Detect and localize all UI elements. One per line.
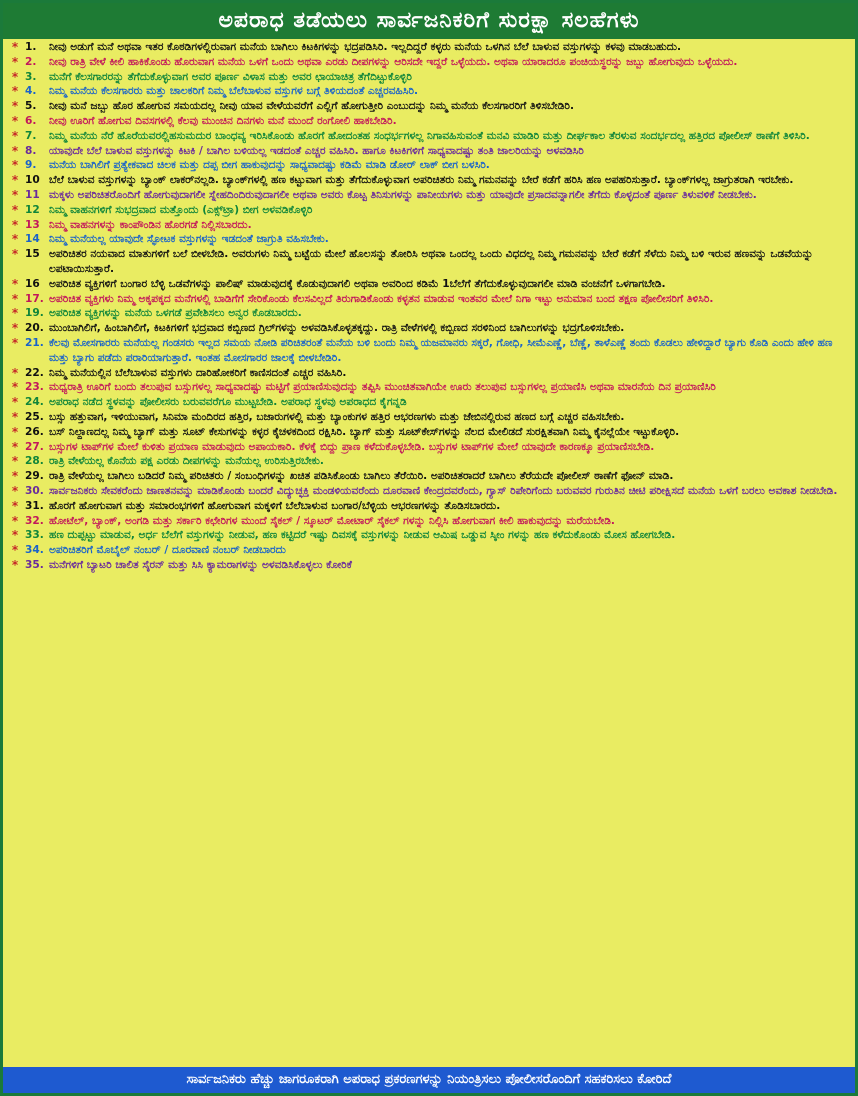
tip-number: 28.	[25, 455, 44, 468]
tip-text: ಹೊರಗೆ ಹೋಗುವಾಗ ಮತ್ತು ಸಮಾರಂಭಗಳಿಗೆ ಹೋಗುವಾಗ ಮಕ್ಕಳಿಗೆ ಬೆಲೆಬಾಳುವ ಬಂಗಾರ/ಬೆಳ್ಳಿಯ ಆಭರಣಗಳನ್ನು ತೊಡಿಸಬಾರದು.	[49, 499, 501, 512]
tip-text: ಕೆಲವು ಮೋಸಗಾರರು ಮನೆಯಲ್ಲ ಗಂಡಸರು ಇಲ್ಲದ ಸಮಯ ನೋಡಿ ಪರಿಚಿತರಂತೆ ಮನೆಯ ಬಳಿ ಬಂದು ನಿಮ್ಮ ಯಜಮಾನರು ಸಕ್ಕರೆ, ಗೋಧಿ, ಸೀಮೆಎಣ್ಣೆ, ಬೆಣ್ಣೆ, ತಾಳೆಎಣ್ಣೆ ತಂದು ಕೊಡಲು ಹೇಳಿದ್ದಾರೆ ಬ್ಯಾಗು ಕೊಡಿ ಎಂದು ಹೇಳಿ ಹಣ ಮತ್ತು ಬ್ಯಾಗು ಪಡೆದು ಪರಾರಿಯಾಗುತ್ತಾರೆ. ಇಂತಹ ಮೋಸಗಾರರ ಜಾಲಕ್ಕೆ ಬೀಳಬೇಡಿರಿ.	[49, 336, 833, 364]
tip-item	[9, 247, 849, 277]
tip-text: ಮನೆಗಳಿಗೆ ಬ್ಯಾಟರಿ ಚಾಲಿತ ಸೈರನ್ ಮತ್ತು ಸಿಸಿ ಕ್ಯಾಮರಾಗಳನ್ನು ಅಳವಡಿಸಿಕೊಳ್ಳಲು ಕೋರಿಕೆ	[49, 558, 352, 571]
tip-number: 22.	[25, 366, 44, 379]
bullet-star-icon: *	[11, 409, 19, 424]
bullet-star-icon: *	[11, 232, 19, 247]
bullet-star-icon: *	[11, 40, 19, 54]
tip-item	[9, 543, 849, 558]
tip-number: 8.	[25, 144, 37, 157]
tip-item	[9, 188, 849, 203]
bullet-star-icon: *	[11, 291, 19, 306]
tip-item	[9, 321, 849, 336]
page-title: ಅಪರಾಧ ತಡೆಯಲು ಸಾರ್ವಜನಿಕರಿಗೆ ಸುರಕ್ಷಾ ಸಲಹೆಗಳು	[3, 3, 855, 39]
tip-number: 5.	[25, 100, 37, 113]
tip-number: 24.	[25, 396, 44, 409]
footer-note: ಸಾರ್ವಜನಿಕರು ಹೆಚ್ಚು ಜಾಗರೂಕರಾಗಿ ಅಪರಾಧ ಪ್ರಕರಣಗಳನ್ನು ನಿಯಂತ್ರಿಸಲು ಪೋಲೀಸರೊಂದಿಗೆ ಸಹಕರಿಸಲು ಕೋರಿದೆ	[3, 1067, 855, 1093]
tip-number: 25.	[25, 410, 44, 423]
tip-number: 35.	[25, 558, 44, 571]
tip-text: ನೀವು ಊರಿಗೆ ಹೋಗುವ ದಿವಸಗಳಲ್ಲಿ ಕೆಲವು ಮುಂಚಿನ ದಿನಗಳು ಮನೆ ಮುಂದೆ ರಂಗೋಲಿ ಹಾಕಬೇಡಿರಿ.	[49, 114, 397, 127]
tip-number: 10	[25, 174, 40, 187]
tip-item	[9, 277, 849, 292]
bullet-star-icon: *	[11, 498, 19, 513]
tip-number: 2.	[25, 55, 37, 68]
tip-number: 12	[25, 203, 40, 216]
tip-number: 3.	[25, 70, 37, 83]
tip-number: 7.	[25, 129, 37, 142]
tip-item	[9, 454, 849, 469]
tip-item	[9, 410, 849, 425]
tip-item	[9, 425, 849, 440]
tip-item	[9, 55, 849, 70]
bullet-star-icon: *	[11, 454, 19, 469]
bullet-star-icon: *	[11, 424, 19, 439]
tip-number: 33.	[25, 529, 44, 542]
tip-text: ಅಪರಿಚಿತ ವ್ಯಕ್ತಿಗಳನ್ನು ಮನೆಯ ಒಳಗಡೆ ಪ್ರವೇಶಿಸಲು ಅನ್ವರ ಕೊಡಬಾರದು.	[49, 307, 302, 320]
tip-item	[9, 558, 849, 573]
tip-text: ಮನೆಯ ಬಾಗಿಲಿಗೆ ಪ್ರತ್ಯೇಕವಾದ ಚಿಲಕ ಮತ್ತು ದಪ್ಪ ಬೀಗ ಹಾಕುವುದನ್ನು ಸಾಧ್ಯವಾದಷ್ಟು ಕಡಿಮೆ ಮಾಡಿ ಡೋರ್ ಲಾಕ್ ಬೀಗ ಬಳಸಿರಿ.	[49, 159, 490, 172]
tip-item	[9, 499, 849, 514]
tip-item	[9, 218, 849, 233]
tip-number: 13	[25, 218, 40, 231]
bullet-star-icon: *	[11, 128, 19, 143]
tip-number: 31.	[25, 499, 44, 512]
bullet-star-icon: *	[11, 395, 19, 410]
tip-item	[9, 395, 849, 410]
tip-text: ನಿಮ್ಮ ಮನೆಯಲ್ಲ ಯಾವುದೇ ಸ್ಫೋಟಕ ವಸ್ತುಗಳನ್ನು ಇಡದಂತೆ ಜಾಗ್ರುತಿ ವಹಿಸಬೇಕು.	[49, 233, 329, 246]
tip-text: ಅಪರಾಧ ನಡೆದ ಸ್ಥಳವನ್ನು ಪೋಲೀಸರು ಬರುವವರೆಗೂ ಮುಟ್ಟಬೇಡಿ. ಅಪರಾಧ ಸ್ಥಳವು ಅಪರಾಧದ ಕೈಗನ್ನಡಿ	[49, 396, 407, 409]
bullet-star-icon: *	[11, 276, 19, 291]
tip-text: ಮುಂಬಾಗಿಲಿಗೆ, ಹಿಂಬಾಗಿಲಿಗೆ, ಕಿಟಕಿಗಳಿಗೆ ಭದ್ರವಾದ ಕಬ್ಬಿಣದ ಗ್ರಿಲ್‌ಗಳನ್ನು ಅಳವಡಿಸಿಕೊಳ್ಳತಕ್ಕದ್ದು. ರಾತ್ರಿ ವೇಳೆಗಳಲ್ಲಿ ಕಬ್ಬಿಣದ ಸರಳಿನಿಂದ ಬಾಗಿಲುಗಳನ್ನು ಭದ್ರಗೊಳಿಸಬೇಕು.	[49, 322, 625, 335]
tip-text: ನೀವು ಅಡುಗೆ ಮನೆ ಅಥವಾ ಇತರ ಕೊಠಡಿಗಳಲ್ಲಿರುವಾಗ ಮನೆಯ ಬಾಗಿಲು ಕಿಟಕಿಗಳನ್ನು ಭದ್ರಪಡಿಸಿರಿ. ಇಲ್ಲದಿದ್ದರೆ ಕಳ್ಳರು ಮನೆಯ ಒಳಗಿನ ಬೆಲೆ ಬಾಳುವ ವಸ್ತುಗಳನ್ನು ಕಳವು ಮಾಡಬಹುದು.	[49, 41, 682, 53]
tip-item	[9, 203, 849, 218]
tip-number: 20.	[25, 322, 44, 335]
tip-item	[9, 129, 849, 144]
tip-number: 19.	[25, 307, 44, 320]
bullet-star-icon: *	[11, 513, 19, 528]
bullet-star-icon: *	[11, 202, 19, 217]
bullet-star-icon: *	[11, 217, 19, 232]
tip-number: 17.	[25, 292, 44, 305]
tip-text: ಬಸ್ ನಿಲ್ದಾಣದಲ್ಲ ನಿಮ್ಮ ಬ್ಯಾಗ್ ಮತ್ತು ಸೂಟ್ ಕೇಸುಗಳನ್ನು ಕಳ್ಳರ ಕೈಚಳಕದಿಂದ ರಕ್ಷಿಸಿರಿ. ಬ್ಯಾಗ್ ಮತ್ತು ಸೂಟ್‌ಕೇಸ್‌ಗಳನ್ನು ನೆಲದ ಮೇಲಿಡದೆ ಸುರಕ್ಷಿತವಾಗಿ ನಿಮ್ಮ ಕೈನಲ್ಲೆಯೇ ಇಟ್ಟುಕೊಳ್ಳಿರಿ.	[49, 425, 680, 438]
tip-text: ನಿಮ್ಮ ಮನೆಯ ಕೆಲಸಗಾರರು ಮತ್ತು ಚಾಲಕರಿಗೆ ನಿಮ್ಮ ಬೆಲೆಬಾಳುವ ವಸ್ತುಗಳ ಬಗ್ಗೆ ತಿಳಿಯದಂತೆ ಎಚ್ಚರವಹಿಸಿರಿ.	[49, 85, 419, 98]
bullet-star-icon: *	[11, 469, 19, 484]
tip-number: 30.	[25, 484, 44, 497]
tips-list	[9, 40, 849, 1070]
tip-number: 29.	[25, 470, 44, 483]
tip-text: ರಾತ್ರಿ ವೇಳೆಯಲ್ಲ ಬಾಗಿಲು ಬಡಿದರೆ ನಿಮ್ಮ ಪರಿಚಿತರು / ಸಂಬಂಧಿಗಳನ್ನು ಖಚಿತ ಪಡಿಸಿಕೊಂಡು ಬಾಗಿಲು ತೆರೆಯಿರಿ. ಅಪರಿಚಿತರಾದರೆ ಬಾಗಿಲು ತೆರೆಯದೇ ಪೋಲೀಸ್ ಠಾಣೆಗೆ ಫೋನ್ ಮಾಡಿ.	[49, 470, 674, 483]
tip-number: 34.	[25, 544, 44, 557]
tip-text: ರಾತ್ರಿ ವೇಳೆಯಲ್ಲ ಕೊನೆಯ ಪಕ್ಷ ಎರಡು ದೀಪಗಳನ್ನು ಮನೆಯಲ್ಲ ಉರಿಸುತ್ತಿರಬೇಕು.	[49, 455, 324, 468]
tip-text: ಬೆಲೆ ಬಾಳುವ ವಸ್ತುಗಳನ್ನು ಬ್ಯಾಂಕ್ ಲಾಕರ್‌ನಲ್ಲಡಿ. ಬ್ಯಾಂಕ್‌ಗಳಲ್ಲಿ ಹಣ ಕಟ್ಟುವಾಗ ಮತ್ತು ತೆಗೆದುಕೊಳ್ಳುವಾಗ ಅಪರಿಚಿತರು ನಿಮ್ಮ ಗಮನವನ್ನು ಬೇರೆ ಕಡೆಗೆ ಹರಿಸಿ ಹಣ ಅಪಹರಿಸುತ್ತಾರೆ. ಬ್ಯಾಂಕ್‌ಗಳಲ್ಲ ಜಾಗ್ರುತರಾಗಿ ಇರಬೇಕು.	[49, 174, 794, 187]
tip-text: ಅಪರಿಚಿತ ವ್ಯಕ್ತಿಗಳಿಗೆ ಬಂಗಾರ ಬೆಳ್ಳಿ ಒಡವೆಗಳನ್ನು ಪಾಲಿಷ್ ಮಾಡುವುದಕ್ಕೆ ಕೊಡುವುದಾಗಲಿ ಅಥವಾ ಅವರಿಂದ ಕಡಿಮೆ 1ಬೆಲೆಗೆ ತೆಗೆದುಕೊಳ್ಳುವುದಾಗಲೀ ಮಾಡಿ ವಂಚನೆಗೆ ಒಳಗಾಗಬೇಡಿ.	[49, 277, 666, 290]
tip-item	[9, 70, 849, 85]
bullet-star-icon: *	[11, 365, 19, 380]
bullet-star-icon: *	[11, 99, 19, 114]
tip-item	[9, 232, 849, 247]
tip-item	[9, 173, 849, 188]
tip-text: ನಿಮ್ಮ ವಾಹನಗಳನ್ನು ಕಾಂಪೌಂಡಿನ ಹೊರಗಡೆ ನಿಲ್ಲಿಸಬಾರದು.	[49, 218, 252, 231]
tip-number: 15	[25, 248, 40, 261]
tip-item	[9, 380, 849, 395]
tip-text: ಹಣ ದುಪ್ಪಟ್ಟು ಮಾಡುವ, ಅರ್ಧ ಬೆಲೆಗೆ ವಸ್ತುಗಳನ್ನು ನೀಡುವ, ಹಣ ಕಟ್ಟಿದರೆ ಇಷ್ಟು ದಿವಸಕ್ಕೆ ವಸ್ತುಗಳನ್ನು ನೀಡುವ ಆಮಿಷ ಒಡ್ಡುವ ಸ್ಕೀಂ ಗಳನ್ನು ಹಣ ಕಳೆದುಕೊಂಡು ಮೋಸ ಹೋಗಬೇಡಿ.	[49, 529, 676, 542]
tip-text: ಅಪರಿಚಿತ ವ್ಯಕ್ತಿಗಳು ನಿಮ್ಮ ಅಕ್ಕಪಕ್ಕದ ಮನೆಗಳಲ್ಲಿ ಬಾಡಿಗೆಗೆ ಸೇರಿಕೊಂಡು ಕೆಲಸವಿಲ್ಲದೆ ತಿರುಗಾಡಿಕೊಂಡು ಕಳ್ಳತನ ಮಾಡುವ ಇಂತವರ ಮೇಲೆ ನಿಗಾ ಇಟ್ಟು ಅನುಮಾನ ಬಂದ ತಕ್ಷಣ ಪೋಲೀಸರಿಗೆ ತಿಳಿಸಿರಿ.	[49, 292, 714, 305]
bullet-star-icon: *	[11, 84, 19, 99]
tip-text: ಮಧ್ಯರಾತ್ರಿ ಊರಿಗೆ ಬಂದು ತಲುಪುವ ಬಸ್ಸುಗಳಲ್ಲ ಸಾಧ್ಯವಾದಷ್ಟು ಮಟ್ಟಿಗೆ ಪ್ರಯಾಣಿಸುವುದನ್ನು ತಪ್ಪಿಸಿ ಮುಂಚಿತವಾಗಿಯೇ ಊರು ತಲುಪುವ ಬಸ್ಸುಗಳಲ್ಲ ಪ್ರಯಾಣಿಸಿ ಅಥವಾ ಮಾರನೆಯ ದಿನ ಪ್ರಯಾಣಿಸಿರಿ	[49, 381, 716, 394]
bullet-star-icon: *	[11, 143, 19, 158]
tip-item	[9, 484, 849, 499]
tip-number: 1.	[25, 41, 37, 53]
bullet-star-icon: *	[11, 158, 19, 173]
bullet-star-icon: *	[11, 113, 19, 128]
tip-item	[9, 114, 849, 129]
bullet-star-icon: *	[11, 483, 19, 498]
tip-number: 26.	[25, 425, 44, 438]
tip-item	[9, 158, 849, 173]
tip-text: ನೀವು ರಾತ್ರಿ ವೇಳೆ ಕೀಲಿ ಹಾಕಿಕೊಂಡು ಹೊರುವಾಗ ಮನೆಯ ಒಳಗೆ ಒಂದು ಅಥವಾ ಎರಡು ದೀಪಗಳನ್ನು ಆರಿಸದೇ ಇದ್ದರೆ ಒಳ್ಳೆಯದು. ಅಥವಾ ಯಾರಾದರೂ ಪಂಚಿಯಸ್ಥರನ್ನು ಜಬ್ಬು ಹೋಗುವುದು ಒಳ್ಳೆಯದು.	[49, 55, 738, 68]
tip-item	[9, 292, 849, 307]
tip-number: 27.	[25, 440, 44, 453]
bullet-star-icon: *	[11, 380, 19, 395]
bullet-star-icon: *	[11, 321, 19, 336]
tip-text: ನಿಮ್ಮ ಮನೆಯ ನೆರೆ ಹೊರೆಯವರಲ್ಲಿಹಸುಮದುರ ಬಾಂಧವ್ಯ ಇರಿಸಿಕೊಂಡು ಹೊರಗೆ ಹೋದಂತಹ ಸಂಧರ್ಭಗಳಲ್ಲ ನಿಗಾವಹಿಸುವಂತೆ ಮನವಿ ಮಾಡಿರಿ ಮತ್ತು ದೀರ್ಘಕಾಲ ತೆರಳುವ ಸಂದರ್ಭದಲ್ಲ ಹತ್ತಿರದ ಪೋಲೀಸ್ ಠಾಣೆಗೆ ತಿಳಿಸಿರಿ.	[49, 129, 810, 142]
bullet-star-icon: *	[11, 557, 19, 572]
tip-text: ಮನೆಗೆ ಕೆಲಸಗಾರರನ್ನು ತೆಗೆದುಕೊಳ್ಳುವಾಗ ಅವರ ಪೂರ್ಣ ವಿಳಾಸ ಮತ್ತು ಅವರ ಛಾಯಾಚಿತ್ರ ತೆಗೆದಿಟ್ಟುಕೊಳ್ಳಿರಿ	[49, 70, 412, 83]
tip-text: ಬಸ್ಸುಗಳ ಟಾಪ್‌ಗಳ ಮೇಲೆ ಕುಳಿತು ಪ್ರಯಾಣ ಮಾಡುವುದು ಅಪಾಯಕಾರಿ. ಕೆಳಕ್ಕೆ ಬಿದ್ದು ಪ್ರಾಣ ಕಳೆದುಕೊಳ್ಳಬೇಡಿ. ಬಸ್ಸುಗಳ ಟಾಪ್‌ಗಳ ಮೇಲೆ ಯಾವುದೇ ಕಾರಣಕ್ಕೂ ಪ್ರಯಾಣಿಸಬೇಡಿ.	[49, 440, 655, 453]
bullet-star-icon: *	[11, 69, 19, 84]
tip-number: 16	[25, 277, 40, 290]
tip-text: ಅಪರಿಚಿತರಿಗೆ ಮೊಬೈಲ್ ನಂಬರ್ / ದೂರವಾಣಿ ನಂಬರ್ ನೀಡಬಾರದು	[49, 544, 286, 557]
tip-text: ಹೋಟೆಲ್, ಬ್ಯಾಂಕ್, ಅಂಗಡಿ ಮತ್ತು ಸರ್ಕಾರಿ ಕಛೇರಿಗಳ ಮುಂದೆ ಸೈಕಲ್ / ಸ್ಕೂಟರ್ ಮೋಟಾರ್ ಸೈಕಲ್ ಗಳನ್ನು ನಿಲ್ಲಿಸಿ ಹೋಗುವಾಗ ಕೀಲಿ ಹಾಕುವುದನ್ನು ಮರೆಯಬೇಡಿ.	[49, 514, 615, 527]
bullet-star-icon: *	[11, 439, 19, 454]
bullet-star-icon: *	[11, 528, 19, 543]
tip-text: ಸಾರ್ವಜನಿಕರು ಸೇವಕರೆಂದು ಜಾಣತನವನ್ನು ಮಾಡಿಕೊಂಡು ಬಂದರೆ ವಿದ್ಯುಚ್ಛಕ್ತಿ ಮಂಡಳಿಯವರೆಂದು ದೂರವಾಣಿ ಕೇಂದ್ರದವರೆಂದು, ಗ್ಯಾಸ್ ರಿಪೇರಿಗೆಂದು ಬರುವವರ ಗುರುತಿನ ಚೀಟಿ ಪರೀಕ್ಷಿಸದೆ ಮನೆಯ ಒಳಗೆ ಬರಲು ಅವಕಾಶ ನೀಡಬೇಡಿ.	[49, 484, 838, 497]
bullet-star-icon: *	[11, 247, 19, 262]
tip-number: 6.	[25, 114, 37, 127]
bullet-star-icon: *	[11, 187, 19, 202]
tip-number: 4.	[25, 85, 37, 98]
tip-number: 21.	[25, 336, 44, 349]
tip-item	[9, 440, 849, 455]
bullet-star-icon: *	[11, 306, 19, 321]
bullet-star-icon: *	[11, 335, 19, 350]
tip-item	[9, 84, 849, 99]
tip-item	[9, 336, 849, 366]
tip-text: ನೀವು ಮನೆ ಜಬ್ಬು ಹೊರ ಹೋಗುವ ಸಮಯದಲ್ಲ ನೀವು ಯಾವ ವೇಳೆಯವರೆಗೆ ಎಲ್ಲಿಗೆ ಹೋಗುತ್ತೀರಿ ಎಂಬುದನ್ನು ನಿಮ್ಮ ಮನೆಯ ಕೆಲಸಗಾರರಿಗೆ ತಿಳಿಸಬೇಡಿರಿ.	[49, 100, 575, 113]
tip-item	[9, 366, 849, 381]
tip-text: ಅಪರಿಚಿತರ ನಯವಾದ ಮಾತುಗಳಿಗೆ ಬಲೆ ಬೀಳಬೇಡಿ. ಅವರುಗಳು ನಿಮ್ಮ ಬಟ್ಟೆಯ ಮೇಲೆ ಹೊಲಸನ್ನು ತೋರಿಸಿ ಅಥವಾ ಒಂದಲ್ಲ ಒಂದು ವಿಧದಲ್ಲ ನಿಮ್ಮ ಗಮನವನ್ನು ಬೇರೆ ಕಡೆಗೆ ಸೆಳೆದು ನಿಮ್ಮ ಬಳಿ ಇರುವ ಹಣವನ್ನು ಒಡವೆಯನ್ನು ಲಪಟಾಯಿಸುತ್ತಾರೆ.	[49, 248, 814, 275]
bullet-star-icon: *	[11, 54, 19, 69]
tip-text: ನಿಮ್ಮ ಮನೆಯಲ್ಲಿನ ಬೆಲೆಬಾಳುವ ವಸ್ತುಗಳು ದಾರಿಹೋಕರಿಗೆ ಕಾಣಿಸದಂತೆ ಎಚ್ಚರ ವಹಿಸಿರಿ.	[49, 366, 347, 379]
tip-item	[9, 469, 849, 484]
tip-item	[9, 306, 849, 321]
tip-text: ನಿಮ್ಮ ವಾಹನಗಳಿಗೆ ಸುಭದ್ರವಾದ ಮತ್ತೊಂದು (ಎಕ್ಸ್‌ಟ್ರಾ) ಬೀಗ ಅಳವಡಿಕೊಳ್ಳಿರಿ	[49, 203, 313, 216]
tip-number: 32.	[25, 514, 44, 527]
tip-item	[9, 528, 849, 543]
tip-text: ಮಕ್ಕಳು ಅಪರಿಚಿತರೊಂದಿಗೆ ಹೋಗುವುದಾಗಲೀ ಸ್ನೇಹದಿಂದಿರುವುದಾಗಲೀ ಅಥವಾ ಅವರು ಕೊಟ್ಟ ತಿನಿಸುಗಳನ್ನು ಪಾನೀಯಗಳು ಮತ್ತು ಯಾವುದೇ ಪ್ರಸಾದವನ್ನಾಗಲೀ ತೆಗೆದು ಕೊಳ್ಳದಂತೆ ಪೂರ್ಣ ತಿಳುವಳಿಕೆ ನೀಡಬೇಕು.	[49, 188, 757, 201]
bullet-star-icon: *	[11, 543, 19, 558]
tip-item	[9, 40, 849, 55]
tip-number: 23.	[25, 381, 44, 394]
tip-text: ಬಸ್ಸು ಹತ್ತುವಾಗ, ಇಳಿಯುವಾಗ, ಸಿನಿಮಾ ಮಂದಿರದ ಹತ್ತಿರ, ಬಜಾರುಗಳಲ್ಲಿ ಮತ್ತು ಬ್ಯಾಂಕುಗಳ ಹತ್ತಿರ ಆಭರಣಗಳು ಮತ್ತು ಜೇಬಿನಲ್ಲಿರುವ ಹಣದ ಬಗ್ಗೆ ಎಚ್ಚರ ವಹಿಸಬೇಕು.	[49, 410, 625, 423]
tip-text: ಯಾವುದೇ ಬೆಲೆ ಬಾಳುವ ವಸ್ತುಗಳನ್ನು ಕಿಟಕಿ / ಬಾಗಿಲ ಬಳಿಯಲ್ಲ ಇಡದಂತೆ ಎಚ್ಚರ ವಹಿಸಿರಿ. ಹಾಗೂ ಕಿಟಕಿಗಳಿಗೆ ಸಾಧ್ಯವಾದಷ್ಟು ತಂತಿ ಜಾಲರಿಯನ್ನು ಅಳವಡಿಸಿರಿ	[49, 144, 584, 157]
tip-number: 14	[25, 233, 40, 246]
tip-number: 9.	[25, 159, 37, 172]
tip-item	[9, 144, 849, 159]
tip-item	[9, 514, 849, 529]
tip-item	[9, 99, 849, 114]
tip-number: 11	[25, 188, 40, 201]
bullet-star-icon: *	[11, 173, 19, 188]
